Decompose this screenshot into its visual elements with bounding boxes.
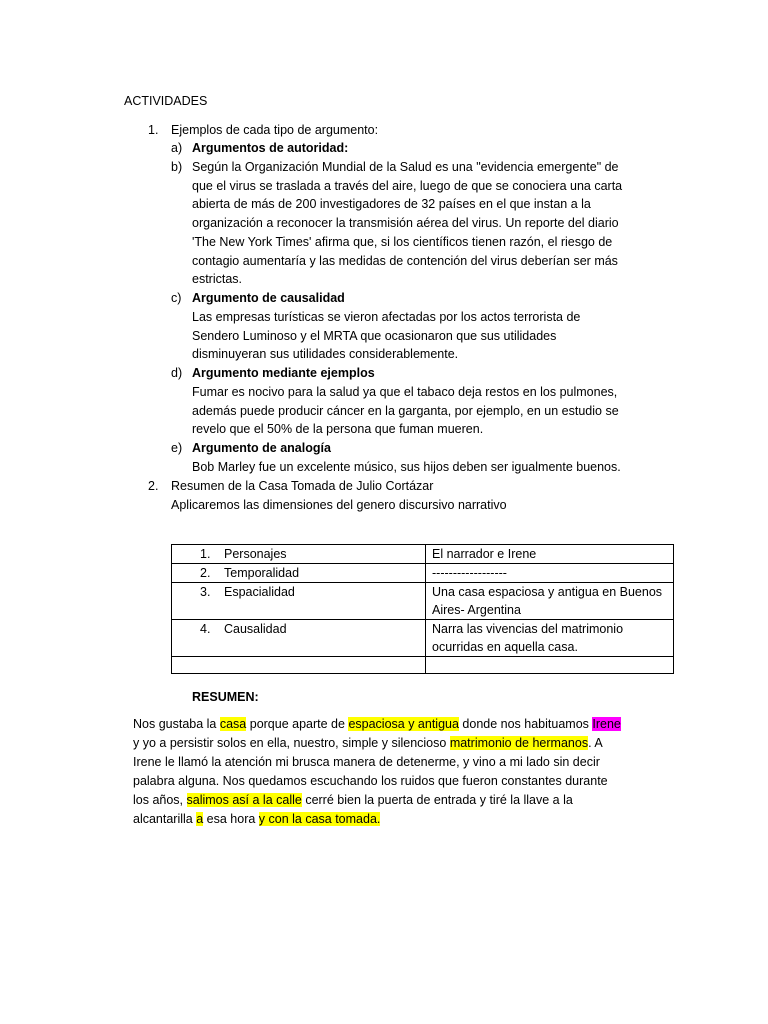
highlight-yellow: matrimonio de hermanos bbox=[449, 736, 589, 751]
item-d-letter: d) bbox=[171, 366, 183, 380]
item-e-letter: e) bbox=[171, 441, 183, 455]
resumen-line bbox=[133, 715, 633, 734]
item-b-line: estrictas. bbox=[192, 272, 243, 287]
table-cell-empty bbox=[426, 657, 674, 674]
table-cell-dimension bbox=[172, 583, 426, 620]
item-a-letter: a) bbox=[171, 141, 183, 155]
highlight-yellow: casa bbox=[219, 717, 247, 731]
row-value-line: ocurridas en aquella casa. bbox=[432, 640, 578, 654]
item-b-line: que el virus se traslada a través del aire, luego de que se conociera una carta bbox=[192, 178, 623, 193]
row-label: Causalidad bbox=[224, 622, 287, 636]
table-cell-value bbox=[426, 583, 674, 620]
item-d-line: Fumar es nocivo para la salud ya que el tabaco deja restos en los pulmones, bbox=[192, 385, 618, 399]
item-d-line: además puede producir cáncer en la garganta, por ejemplo, en un estudio se bbox=[192, 403, 619, 418]
item-c-letter: c) bbox=[171, 291, 182, 305]
table-cell-dimension bbox=[172, 545, 426, 564]
item-e-line: Bob Marley fue un excelente músico, sus hijos deben ser igualmente buenos. bbox=[192, 460, 621, 474]
item-b-paragraph bbox=[192, 158, 642, 289]
q1-text: Ejemplos de cada tipo de argumento: bbox=[171, 123, 379, 137]
text-run: donde nos habituamos bbox=[458, 717, 593, 731]
table-cell-value bbox=[426, 545, 674, 564]
table-cell-dimension bbox=[172, 620, 426, 657]
table-row bbox=[172, 545, 674, 564]
heading: ACTIVIDADES bbox=[124, 94, 208, 108]
item-b-letter: b) bbox=[171, 160, 183, 174]
text-run: esa hora bbox=[203, 812, 259, 827]
table-row bbox=[172, 564, 674, 583]
row-value-line: El narrador e Irene bbox=[432, 547, 537, 561]
highlight-yellow: a bbox=[196, 812, 204, 827]
text-run: . A bbox=[588, 736, 603, 751]
q2-number: 2. bbox=[148, 479, 159, 493]
row-number: 2. bbox=[200, 566, 211, 580]
table-cell-empty bbox=[172, 657, 426, 674]
text-run: porque aparte de bbox=[246, 717, 349, 731]
row-label: Espacialidad bbox=[224, 585, 295, 599]
item-d-paragraph bbox=[192, 383, 642, 439]
item-d-title: Argumento mediante ejemplos bbox=[192, 366, 375, 380]
item-c-line: Sendero Luminoso y el MRTA que ocasionaron que sus utilidades bbox=[192, 328, 557, 343]
resumen-paragraph bbox=[133, 715, 633, 830]
row-value-line: Una casa espaciosa y antigua en Buenos bbox=[432, 585, 663, 599]
text-run: cerré bien la puerta de entrada y tiré la llave a la bbox=[301, 793, 573, 808]
table-row bbox=[172, 583, 674, 620]
item-a-title: Argumentos de autoridad: bbox=[192, 141, 349, 155]
row-value-line: Narra las vivencias del matrimonio bbox=[432, 622, 624, 636]
row-number: 4. bbox=[200, 622, 211, 636]
highlight-yellow: salimos así a la calle bbox=[186, 793, 302, 808]
item-c-title: Argumento de causalidad bbox=[192, 291, 345, 305]
item-e-title: Argumento de analogía bbox=[192, 441, 331, 455]
item-d-line: revelo que el 50% de la persona que fuman mueren. bbox=[192, 422, 484, 437]
q2-line1: Resumen de la Casa Tomada de Julio Cortázar bbox=[171, 479, 434, 493]
table-row bbox=[172, 620, 674, 657]
table-row bbox=[172, 657, 674, 674]
item-b-line: contagio aumentaría y las medidas de contención del virus deberían ser más bbox=[192, 253, 618, 268]
text-run: los años, bbox=[133, 793, 187, 808]
q2-line2: Aplicaremos las dimensiones del genero discursivo narrativo bbox=[171, 498, 507, 512]
text-run: alcantarilla bbox=[133, 812, 197, 827]
item-b-line: Según la Organización Mundial de la Salud es una "evidencia emergente" de bbox=[192, 160, 619, 174]
item-c-line: disminuyeran sus utilidades considerablemente. bbox=[192, 347, 459, 362]
item-b-line: organización a reconocer la transmisión aérea del virus. Un reporte del diario bbox=[192, 216, 619, 231]
table-cell-value bbox=[426, 620, 674, 657]
item-b-line: 'The New York Times' afirma que, si los científicos tienen razón, el riesgo de bbox=[192, 234, 613, 249]
highlight-yellow: espaciosa y antigua bbox=[348, 717, 459, 731]
text-run: Nos gustaba la bbox=[133, 717, 220, 731]
row-value-line: ------------------ bbox=[432, 566, 507, 580]
q1-number: 1. bbox=[148, 123, 159, 137]
resumen-line: palabra alguna. Nos quedamos escuchando los ruidos que fueron constantes durante bbox=[133, 774, 608, 789]
row-value-line: Aires- Argentina bbox=[432, 603, 521, 617]
resumen-title: RESUMEN: bbox=[192, 690, 259, 704]
highlight-yellow: y con la casa tomada. bbox=[258, 812, 381, 827]
resumen-line bbox=[133, 734, 633, 753]
item-b-line: abierta de más de 200 investigadores de 32 países en el que instan a la bbox=[192, 197, 591, 212]
dimensions-table bbox=[171, 544, 674, 674]
text-run: y yo a persistir solos en ella, nuestro, simple y silencioso bbox=[133, 736, 450, 751]
resumen-line: Irene le llamó la atención mi brusca manera de detenerme, y vino a mi lado sin decir bbox=[133, 755, 600, 770]
table-cell-dimension bbox=[172, 564, 426, 583]
row-number: 3. bbox=[200, 585, 211, 599]
highlight-magenta: Irene bbox=[592, 717, 621, 731]
item-c-line: Las empresas turísticas se vieron afectadas por los actos terrorista de bbox=[192, 310, 581, 324]
item-e-paragraph bbox=[192, 458, 642, 477]
table-cell-value bbox=[426, 564, 674, 583]
row-label: Personajes bbox=[224, 547, 287, 561]
row-number: 1. bbox=[200, 547, 211, 561]
resumen-line bbox=[133, 791, 633, 810]
row-label: Temporalidad bbox=[224, 566, 300, 580]
resumen-line bbox=[133, 810, 633, 829]
item-c-paragraph bbox=[192, 308, 642, 364]
